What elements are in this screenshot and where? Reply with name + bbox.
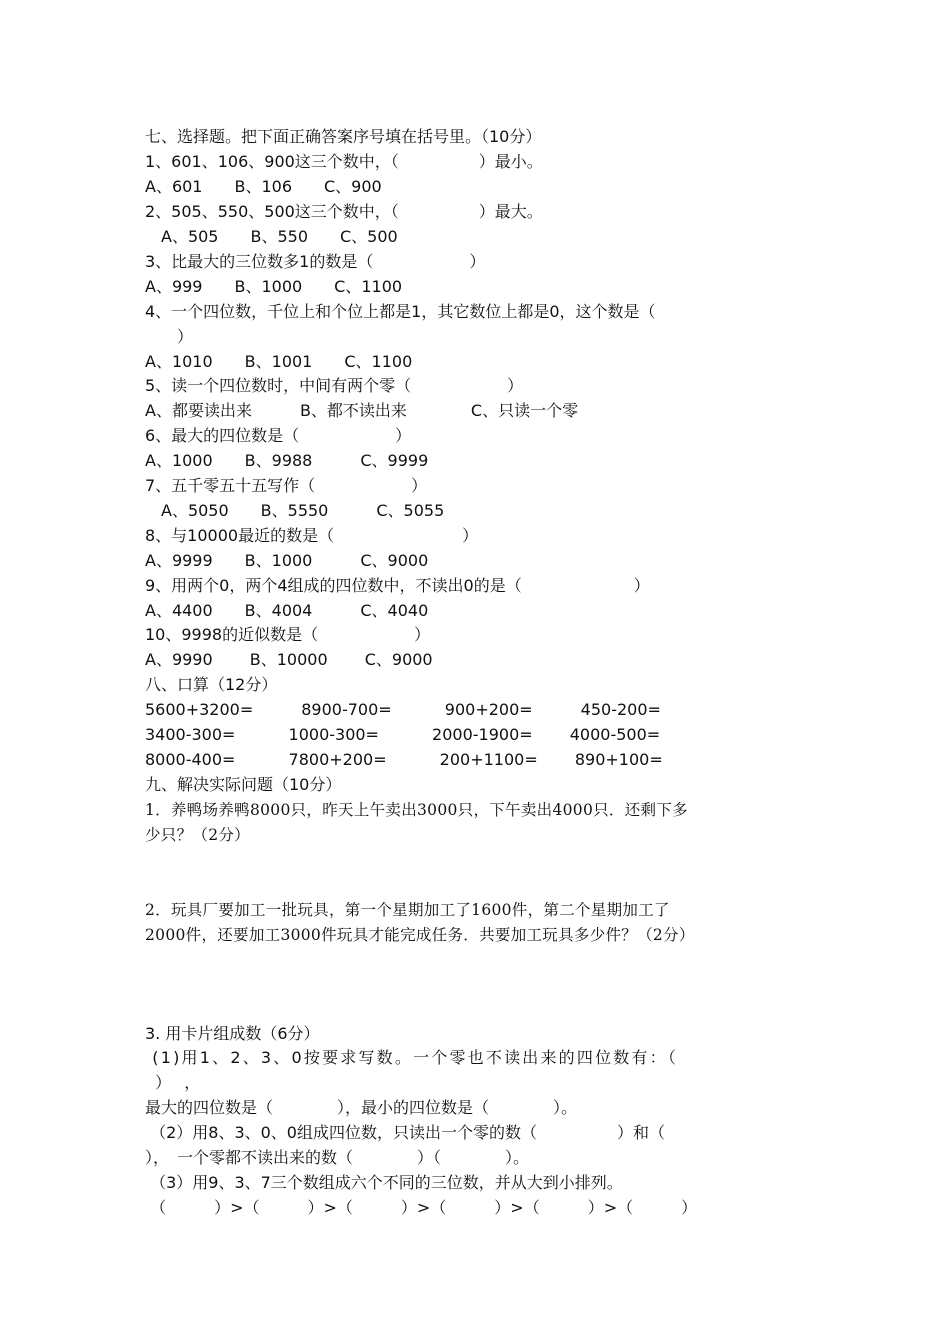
q6-options: A、1000 B、9988 C、9999	[145, 451, 429, 470]
problem1-line1: 1．养鸭场养鸭8000只，昨天上午卖出3000只，下午卖出4000只．还剩下多	[145, 801, 688, 819]
problem3-part2: （2）用8、3、0、0组成四位数，只读出一个零的数（ ）和（	[145, 1123, 665, 1142]
section7-title: 七、选择题。把下面正确答案序号填在括号里。（10分）	[145, 127, 542, 146]
q1-stem: 1、601、106、900这三个数中，（ ）最小。	[145, 152, 543, 171]
q2-stem: 2、505、550、500这三个数中，（ ）最大。	[145, 202, 543, 221]
problem3-part3: （3）用9、3、7三个数组成六个不同的三位数，并从大到小排列。	[145, 1173, 623, 1192]
q4-options: A、1010 B、1001 C、1100	[145, 352, 413, 371]
q9-stem: 9、用两个0，两个4组成的四位数中，不读出0的是（ ）	[145, 576, 650, 595]
section9-title: 九、解决实际问题（10分）	[145, 775, 342, 794]
q4-stem: 4、一个四位数，千位上和个位上都是1，其它数位上都是0，这个数是（	[145, 302, 656, 321]
section8-title: 八、口算（12分）	[145, 675, 278, 694]
problem2-line2: 2000件，还要加工3000件玩具才能完成任务．共要加工玩具多少件？（2分）	[145, 926, 695, 944]
problem3-part2-cont: ）， 一个零都不读出来的数（ ）（ ）。	[145, 1148, 530, 1167]
q10-stem: 10、9998的近似数是（ ）	[145, 625, 431, 644]
problem3-part1: (1)用1、2、3、0按要求写数。一个零也不读出来的四位数有：（	[145, 1048, 679, 1067]
problem3-part3-blanks: （ ）>（ ）>（ ）>（ ）>（ ）>（ ）	[145, 1198, 698, 1217]
q7-stem: 7、五千零五十五写作（ ）	[145, 476, 428, 495]
q3-options: A、999 B、1000 C、1100	[145, 277, 403, 296]
q6-stem: 6、最大的四位数是（ ）	[145, 426, 412, 445]
q8-stem: 8、与10000最近的数是（ ）	[145, 526, 479, 545]
q5-options: A、都要读出来 B、都不读出来 C、只读一个零	[145, 401, 579, 420]
q10-options: A、9990 B、10000 C、9000	[145, 650, 433, 669]
q5-stem: 5、读一个四位数时，中间有两个零（ ）	[145, 376, 524, 395]
q8-options: A、9999 B、1000 C、9000	[145, 551, 429, 570]
mental-math-row: 5600+3200= 8900-700= 900+200= 450-200=	[145, 700, 661, 719]
q2-options: A、505 B、550 C、500	[145, 227, 398, 246]
mental-math-row: 8000-400= 7800+200= 200+1100= 890+100=	[145, 750, 663, 769]
q4-stem-cont: ）	[145, 327, 194, 346]
problem3-part1-cont: ） ，	[145, 1073, 201, 1092]
q7-options: A、5050 B、5550 C、5055	[145, 501, 445, 520]
q9-options: A、4400 B、4004 C、4040	[145, 601, 429, 620]
problem1-line2: 少只？（2分）	[145, 826, 250, 844]
problem3-title: 3. 用卡片组成数（6分）	[145, 1024, 320, 1043]
q1-options: A、601 B、106 C、900	[145, 177, 382, 196]
problem3-part1-extremes: 最大的四位数是（ ），最小的四位数是（ ）。	[145, 1098, 578, 1117]
q3-stem: 3、比最大的三位数多1的数是（ ）	[145, 252, 486, 271]
mental-math-row: 3400-300= 1000-300= 2000-1900= 4000-500=	[145, 725, 661, 744]
problem2-line1: 2．玩具厂要加工一批玩具，第一个星期加工了1600件，第二个星期加工了	[145, 901, 670, 919]
